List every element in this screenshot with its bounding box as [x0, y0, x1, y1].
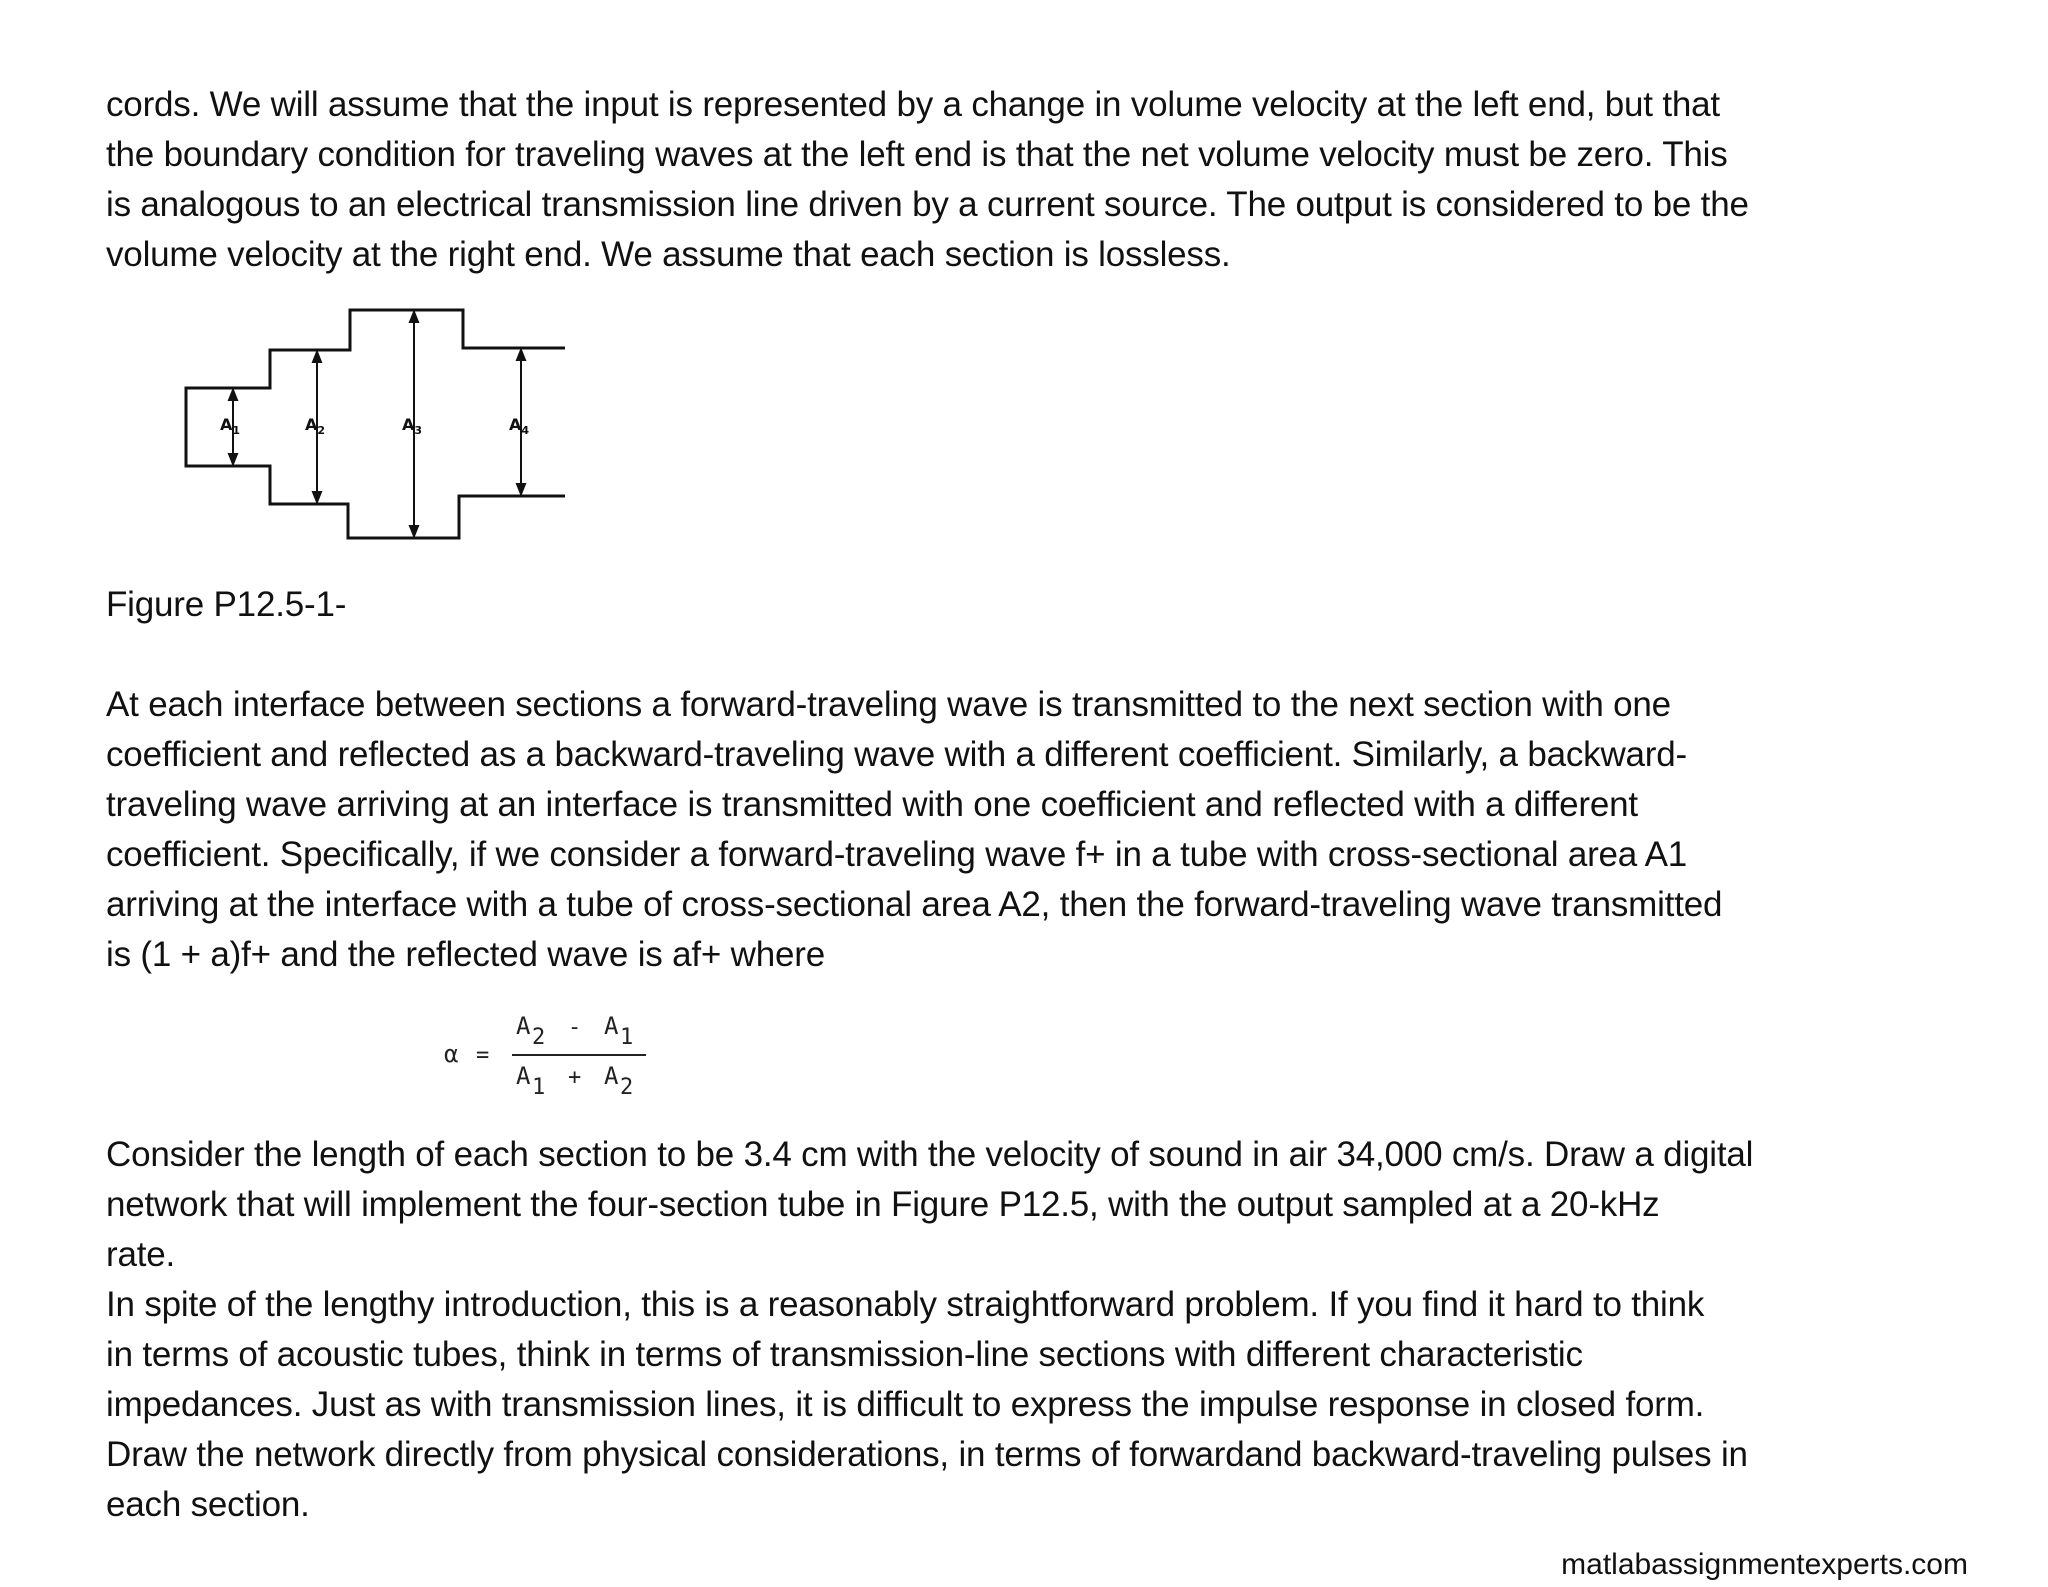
text-line: volume velocity at the right end. We assume that each section is lossless. [106, 235, 1231, 274]
text-line: each section. [106, 1485, 310, 1524]
text-line: impedances. Just as with transmission lines, it is difficult to express the impulse response in closed form. [106, 1385, 1705, 1424]
svg-text:1: 1 [532, 1075, 546, 1100]
svg-text:A: A [604, 1012, 619, 1040]
svg-text:+: + [568, 1065, 582, 1090]
intro-paragraph [106, 80, 1986, 280]
svg-text:1: 1 [620, 1025, 634, 1050]
interface-paragraph [106, 680, 1986, 980]
equation-equals: = [476, 1043, 490, 1068]
problem-paragraph [106, 1130, 1986, 1280]
text-line: the boundary condition for traveling waves at the left end is that the net volume velocity must be zero. This [106, 135, 1728, 174]
text-line: Draw the network directly from physical considerations, in terms of forwardand backward-traveling pulses in [106, 1435, 1748, 1474]
text-line: coefficient and reflected as a backward-traveling wave with a different coefficient. Similarly, a backward- [106, 735, 1687, 774]
label-a4: $A_4$ [509, 415, 530, 437]
equation-numerator [516, 1012, 633, 1050]
text-line: coefficient. Specifically, if we consider a forward-traveling wave f+ in a tube with cross-sectional area A1 [106, 835, 1688, 874]
hint-paragraph [106, 1280, 1986, 1530]
dimension-arrows [229, 312, 525, 536]
caption-text: Figure P12.5-1- [106, 585, 347, 624]
svg-text:2: 2 [620, 1075, 634, 1100]
label-a1: $A_1$ [220, 415, 241, 437]
text-line: Consider the length of each section to be 3.4 cm with the velocity of sound in air 34,000 cm/s. Draw a digital [106, 1135, 1754, 1174]
text-line: is (1 + a)f+ and the reflected wave is af+ where [106, 935, 825, 974]
text-line: arriving at the interface with a tube of cross-sectional area A2, then the forward-traveling wave transmitted [106, 885, 1723, 924]
svg-text:A: A [604, 1062, 619, 1090]
figure-caption [106, 580, 1986, 630]
tube-diagram [180, 300, 570, 545]
svg-text:A: A [516, 1062, 531, 1090]
equation-lhs: α [444, 1040, 459, 1068]
svg-text:2: 2 [532, 1025, 546, 1050]
text-line: is analogous to an electrical transmission line driven by a current source. The output is considered to be the [106, 185, 1749, 224]
text-line: traveling wave arriving at an interface is transmitted with one coefficient and reflected with a different [106, 785, 1638, 824]
svg-text:-: - [568, 1015, 582, 1040]
equation-denominator [516, 1062, 633, 1100]
footer-site: matlabassignmentexperts.com [1561, 1548, 1968, 1581]
text-line: In spite of the lengthy introduction, this is a reasonably straightforward problem. If you find it hard to think [106, 1285, 1705, 1324]
text-line: network that will implement the four-section tube in Figure P12.5, with the output sampled at a 20-kHz [106, 1185, 1660, 1224]
text-line: rate. [106, 1235, 176, 1274]
label-a2: $A_2$ [305, 415, 326, 437]
alpha-equation [436, 1000, 676, 1110]
text-line: in terms of acoustic tubes, think in terms of transmission-line sections with different characteristic [106, 1335, 1583, 1374]
label-a3: $A_3$ [402, 415, 423, 437]
svg-text:A: A [516, 1012, 531, 1040]
text-line: cords. We will assume that the input is represented by a change in volume velocity at the left end, but that [106, 85, 1720, 124]
text-line: At each interface between sections a forward-traveling wave is transmitted to the next section with one [106, 685, 1671, 724]
